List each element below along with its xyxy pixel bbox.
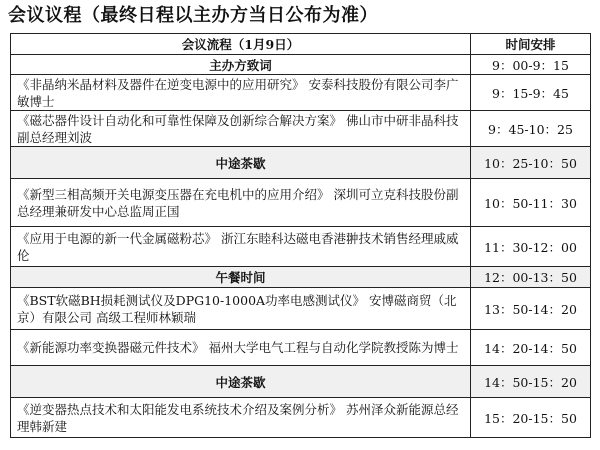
time-cell: 9：45-10：25: [471, 111, 591, 147]
table-row: [11, 267, 591, 288]
talk-cell: 《非晶纳米晶材料及器件在逆变电源中的应用研究》 安泰科技股份有限公司李广敏博士: [11, 75, 471, 111]
table-row: [11, 147, 591, 179]
time-cell: 13：50-14：20: [471, 288, 591, 330]
table-row: [11, 288, 591, 330]
time-cell: 11：30-12：00: [471, 227, 591, 267]
table-row: [11, 179, 591, 227]
talk-cell: 《逆变器热点技术和太阳能发电系统技术介绍及案例分析》 苏州泽众新能源总经理韩新建: [11, 398, 471, 438]
table-row: [11, 75, 591, 111]
time-cell: 14：20-14：50: [471, 330, 591, 366]
break-title: 中途茶歇: [11, 147, 471, 179]
talk-cell: 《BST软磁BH损耗测试仪及DPG10-1000A功率电感测试仪》 安博磁商贸（北京）有限公司 高级工程师林颖瑞: [11, 288, 471, 330]
header-flow: 会议流程（1月9日）: [11, 34, 471, 55]
time-cell: 10：25-10：50: [471, 147, 591, 179]
talk-cell: 《磁芯器件设计自动化和可靠性保障及创新综合解决方案》 佛山市中研非晶科技副总经理刘波: [11, 111, 471, 147]
time-cell: 15：20-15：50: [471, 398, 591, 438]
table-row: [11, 111, 591, 147]
break-title: 中途茶歇: [11, 366, 471, 398]
time-cell: 14：50-15：20: [471, 366, 591, 398]
header-time: 时间安排: [471, 34, 591, 55]
talk-cell: 《新能源功率变换器磁元件技术》 福州大学电气工程与自动化学院教授陈为博士: [11, 330, 471, 366]
talk-cell: 《新型三相高频开关电源变压器在充电机中的应用介绍》 深圳可立克科技股份副总经理兼研发中心总监周正国: [11, 179, 471, 227]
table-row: [11, 398, 591, 438]
table-header-row: [11, 34, 591, 55]
break-title: 午餐时间: [11, 267, 471, 288]
time-cell: 10：50-11：30: [471, 179, 591, 227]
table-row: [11, 330, 591, 366]
page-title: 会议议程（最终日程以主办方当日公布为准）: [8, 5, 378, 26]
table-row: [11, 55, 591, 75]
table-row: [11, 366, 591, 398]
agenda-table: [10, 33, 591, 438]
section-title: 主办方致词: [11, 55, 471, 75]
time-cell: 9：00-9：15: [471, 55, 591, 75]
talk-cell: 《应用于电源的新一代金属磁粉芯》 浙江东睦科达磁电香港翀技术销售经理戚威伦: [11, 227, 471, 267]
time-cell: 12：00-13：50: [471, 267, 591, 288]
table-row: [11, 227, 591, 267]
time-cell: 9：15-9：45: [471, 75, 591, 111]
